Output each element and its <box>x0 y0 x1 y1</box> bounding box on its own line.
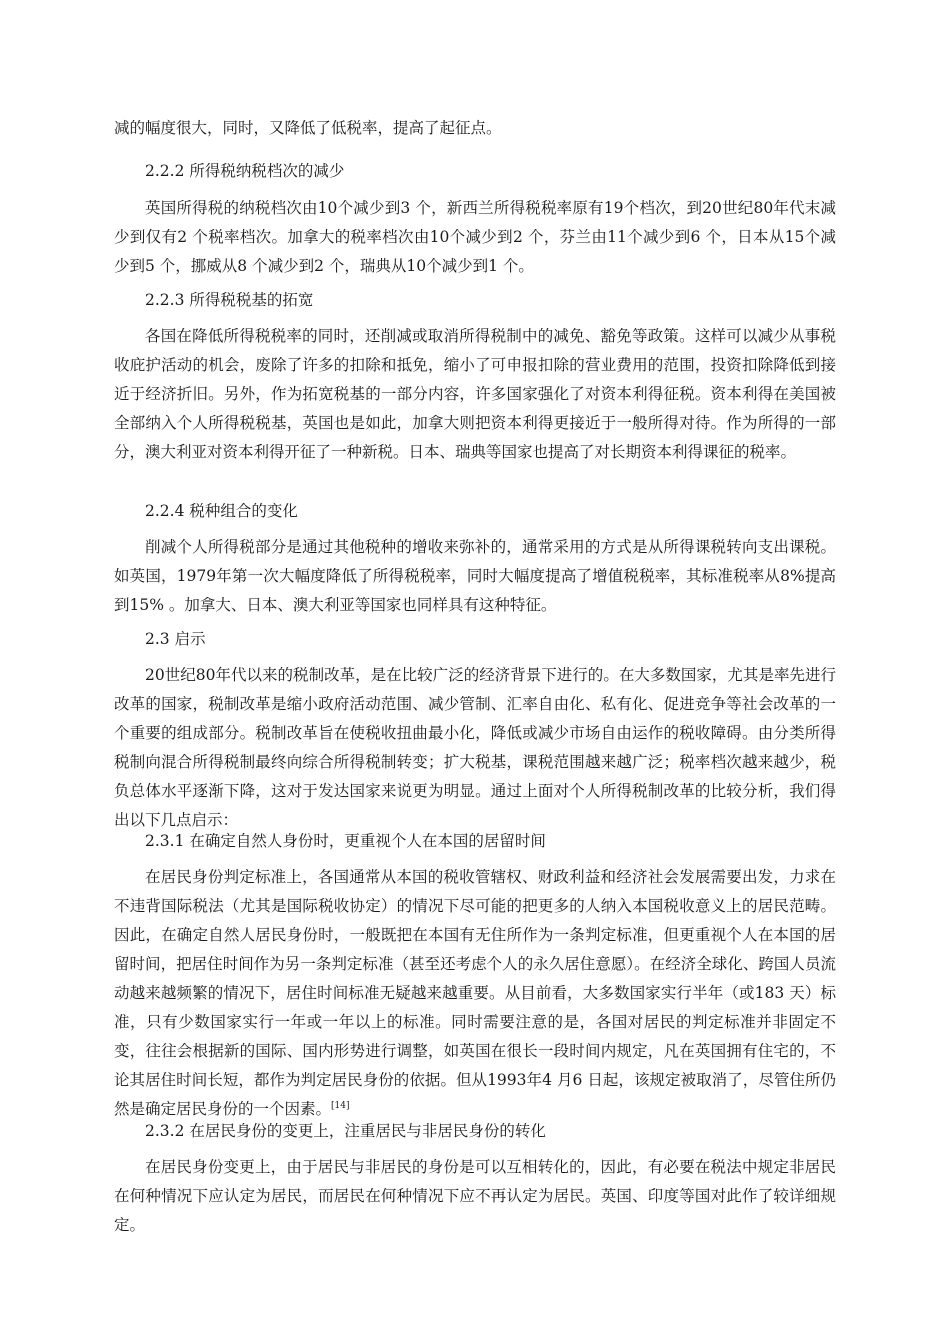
paragraph-tax-brackets: 英国所得税的纳税档次由10个减少到3 个，新西兰所得税税率原有19个档次，到20世纪80年代末减少到仅有2 个税率档次。加拿大的税率档次由10个减少到2 个，芬兰由11个减少到6 个，日本从15个减少到5 个，挪威从8 个减少到2 个，瑞典从10个减少到1 个。 <box>114 199 836 275</box>
citation-reference: [14] <box>331 1100 350 1111</box>
section-heading-2-3-1: 2.3.1 在确定自然人身份时，更重视个人在本国的居留时间 <box>145 832 546 850</box>
paragraph-implications: 20世纪80年代以来的税制改革，是在比较广泛的经济背景下进行的。在大多数国家，尤其是率先进行改革的国家，税制改革是缩小政府活动范围、减少管制、汇率自由化、私有化、促进竞争等社会改革的一个重要的组成部分。税制改革旨在使税收扭曲最小化，降低或减少市场自由运作的税收障碍。由分类所得税制向混合所得税制最终向综合所得税制转变；扩大税基，课税范围越来越广泛；税率档次越来越少，税负总体水平逐渐下降，这对于发达国家来说更为明显。通过上面对个人所得税制改革的比较分析，我们得出以下几点启示： <box>114 666 836 829</box>
paragraph-residency-text: 在居民身份判定标准上，各国通常从本国的税收管辖权、财政利益和经济社会发展需要出发，力求在不违背国际税法（尤其是国际税收协定）的情况下尽可能的把更多的人纳入本国税收意义上的居民范畴。因此，在确定自然人居民身份时，一般既把在本国有无住所作为一条判定标准，但更重视个人在本国的居留时间，把居住时间作为另一条判定标准（甚至还考虑个人的永久居住意愿）。在经济全球化、跨国人员流动越来越频繁的情况下，居住时间标准无疑越来越重要。从目前看，大多数国家实行半年（或183 天）标准，只有少数国家实行一年或一年以上的标准。同时需要注意的是，各国对居民的判定标准并非固定不变，往往会根据新的国际、国内形势进行调整，如英国在很长一段时间内规定，凡在英国拥有住宅的，不论其居住时间长短，都作为判定居民身份的依据。但从1993年4 月6 日起，该规定被取消了，尽管住所仍然是确定居民身份的一个因素。 <box>114 868 836 1118</box>
section-heading-2-2-4: 2.2.4 税种组合的变化 <box>145 502 298 520</box>
paragraph-residency-time <box>114 863 836 1124</box>
section-heading-2-2-3: 2.2.3 所得税税基的拓宽 <box>145 291 314 309</box>
section-heading-2-2-2: 2.2.2 所得税纳税档次的减少 <box>145 162 345 180</box>
paragraph-residency-change: 在居民身份变更上，由于居民与非居民的身份是可以互相转化的，因此，有必要在税法中规定非居民在何种情况下应认定为居民，而居民在何种情况下应不再认定为居民。英国、印度等国对此作了较详细规定。 <box>114 1158 836 1234</box>
continuation-paragraph: 减的幅度很大，同时，又降低了低税率，提高了起征点。 <box>114 119 502 137</box>
section-heading-2-3-2: 2.3.2 在居民身份的变更上，注重居民与非居民身份的转化 <box>145 1122 546 1140</box>
paragraph-tax-base: 各国在降低所得税税率的同时，还削减或取消所得税制中的减免、豁免等政策。这样可以减少从事税收庇护活动的机会，废除了许多的扣除和抵免，缩小了可申报扣除的营业费用的范围，投资扣除降低到接近于经济折旧。另外，作为拓宽税基的一部分内容，许多国家强化了对资本利得征税。资本利得在美国被全部纳入个人所得税税基，英国也是如此，加拿大则把资本利得更接近于一般所得对待。作为所得的一部分，澳大利亚对资本利得开征了一种新税。日本、瑞典等国家也提高了对长期资本利得课征的税率。 <box>114 327 836 461</box>
section-heading-2-3: 2.3 启示 <box>145 630 206 648</box>
paragraph-tax-mix: 削减个人所得税部分是通过其他税种的增收来弥补的，通常采用的方式是从所得课税转向支出课税。如英国，1979年第一次大幅度降低了所得税税率，同时大幅度提高了增值税税率，其标准税率从8%提高到15% 。加拿大、日本、澳大利亚等国家也同样具有这种特征。 <box>114 538 836 614</box>
